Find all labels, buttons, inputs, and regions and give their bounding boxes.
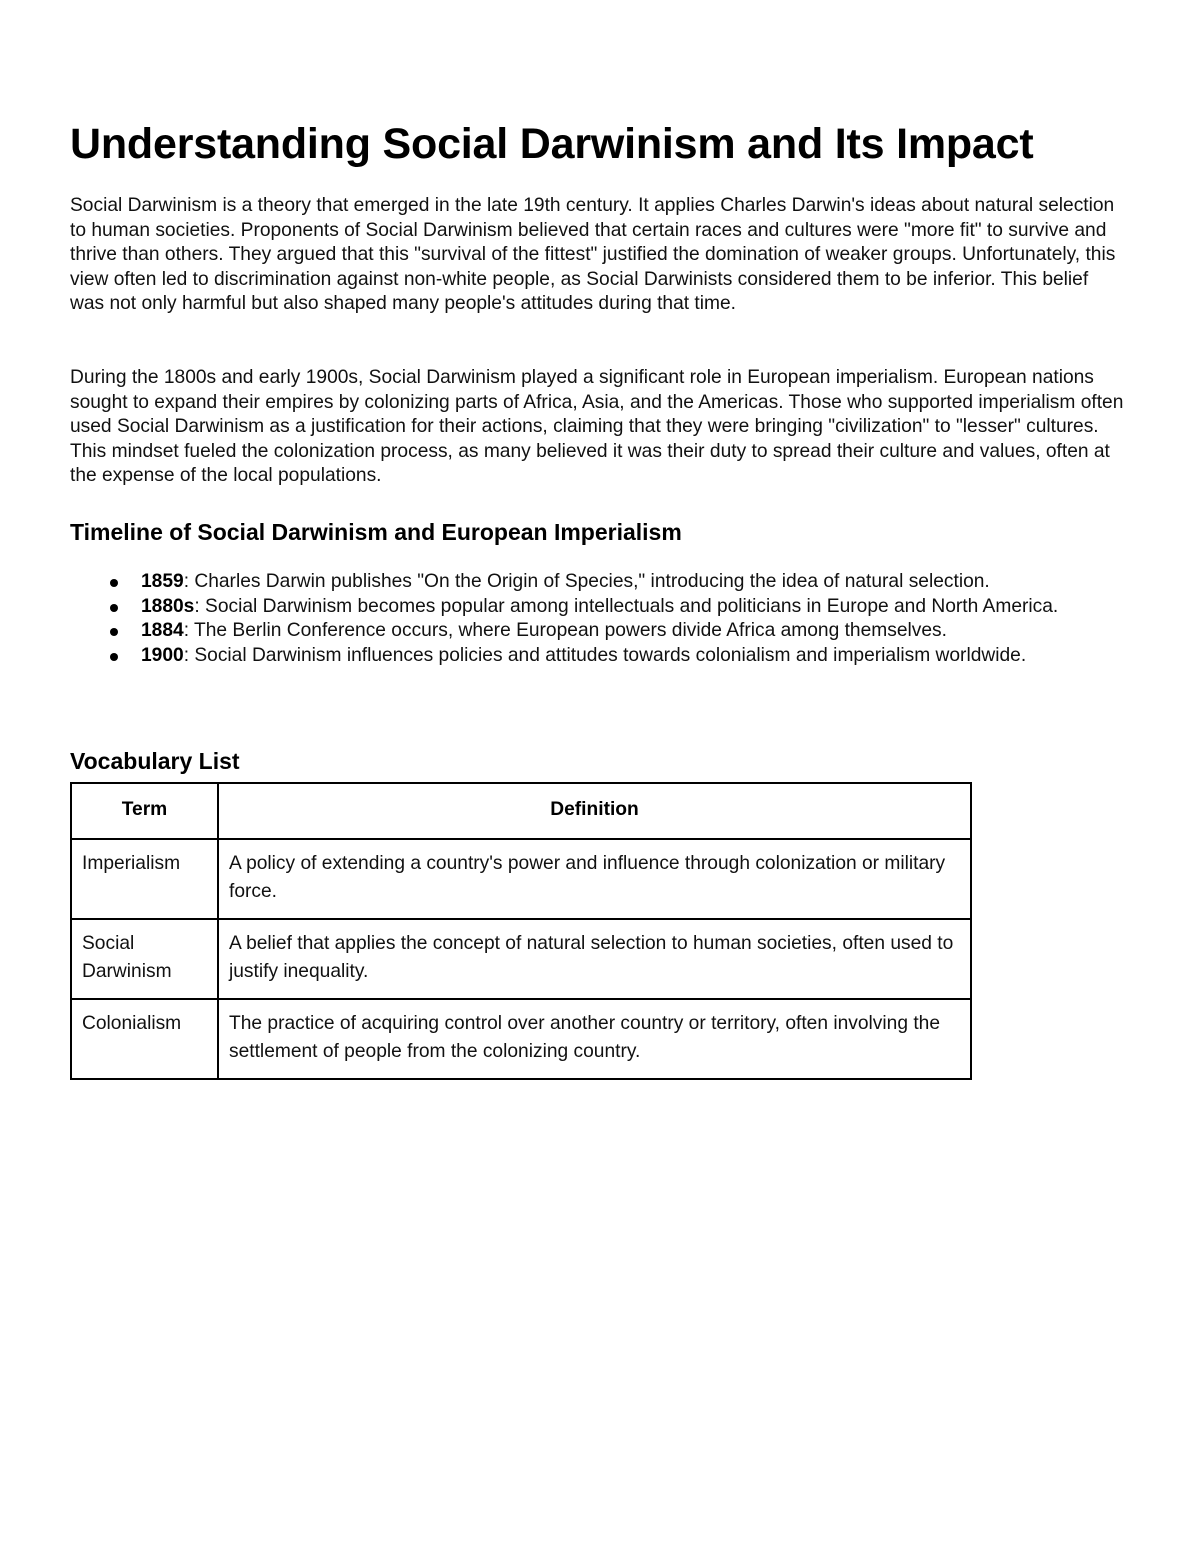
table-header-row bbox=[71, 783, 971, 839]
definition-cell: A policy of extending a country's power and influence through colonization or military force. bbox=[218, 839, 971, 919]
timeline-text: : Social Darwinism influences policies and attitudes towards colonialism and imperialism worldwide. bbox=[183, 644, 1027, 666]
timeline-item bbox=[70, 619, 1130, 644]
timeline-year: 1884 bbox=[141, 620, 184, 642]
definition-cell: The practice of acquiring control over another country or territory, often involving the settlement of people from the colonizing country. bbox=[218, 999, 971, 1079]
table-row bbox=[71, 839, 971, 919]
bullet-icon bbox=[110, 579, 118, 587]
table-row bbox=[71, 919, 971, 999]
column-header-term: Term bbox=[71, 783, 218, 839]
imperialism-paragraph: During the 1800s and early 1900s, Social Darwinism played a significant role in European imperialism. European nations sought to expand their empires by colonizing parts of Africa, Asia, and the Americas. Those who supported imperialism often used Social Darwinism as a justification for their actions, claiming that they were bringing "civilization" to "lesser" cultures. This mindset fueled the colonization process, as many believed it was their duty to spread their culture and values, often at the expense of the local populations. bbox=[70, 367, 1124, 487]
timeline-year: 1859 bbox=[141, 571, 184, 592]
term-cell: Colonialism bbox=[71, 999, 218, 1079]
column-header-definition: Definition bbox=[218, 783, 971, 839]
timeline-text: : Charles Darwin publishes "On the Origin of Species," introducing the idea of natural selection. bbox=[183, 571, 990, 592]
timeline-year: 1900 bbox=[141, 644, 184, 666]
timeline-text: : Social Darwinism becomes popular among intellectuals and politicians in Europe and North America. bbox=[194, 595, 1059, 617]
bullet-icon bbox=[110, 628, 118, 636]
table-row bbox=[71, 999, 971, 1079]
timeline-item bbox=[70, 644, 1130, 669]
bullet-icon bbox=[110, 604, 118, 612]
term-cell: Imperialism bbox=[71, 839, 218, 919]
timeline-item bbox=[70, 570, 1130, 595]
timeline-year: 1880s bbox=[141, 595, 195, 617]
definition-cell: A belief that applies the concept of natural selection to human societies, often used to justify inequality. bbox=[218, 919, 971, 999]
timeline-item bbox=[70, 595, 1130, 620]
vocabulary-table bbox=[70, 782, 972, 1080]
timeline-text: : The Berlin Conference occurs, where European powers divide Africa among themselves. bbox=[183, 620, 947, 642]
page-title: Understanding Social Darwinism and Its Impact bbox=[70, 120, 1034, 168]
intro-paragraph: Social Darwinism is a theory that emerged in the late 19th century. It applies Charles Darwin's ideas about natural selection to human societies. Proponents of Social Darwinism believed that certain races and cultures were "more fit" to survive and thrive than others. They argued that this "survival of the fittest" justified the domination of weaker groups. Unfortunately, this view often led to discrimination against non-white people, as Social Darwinists considered them to be inferior. This belief was not only harmful but also shaped many people's attitudes during that time. bbox=[70, 195, 1116, 315]
timeline-list bbox=[70, 570, 1130, 668]
timeline-heading: Timeline of Social Darwinism and European Imperialism bbox=[70, 519, 682, 545]
vocabulary-heading: Vocabulary List bbox=[70, 748, 240, 774]
term-cell: Social Darwinism bbox=[71, 919, 218, 999]
bullet-icon bbox=[110, 653, 118, 661]
